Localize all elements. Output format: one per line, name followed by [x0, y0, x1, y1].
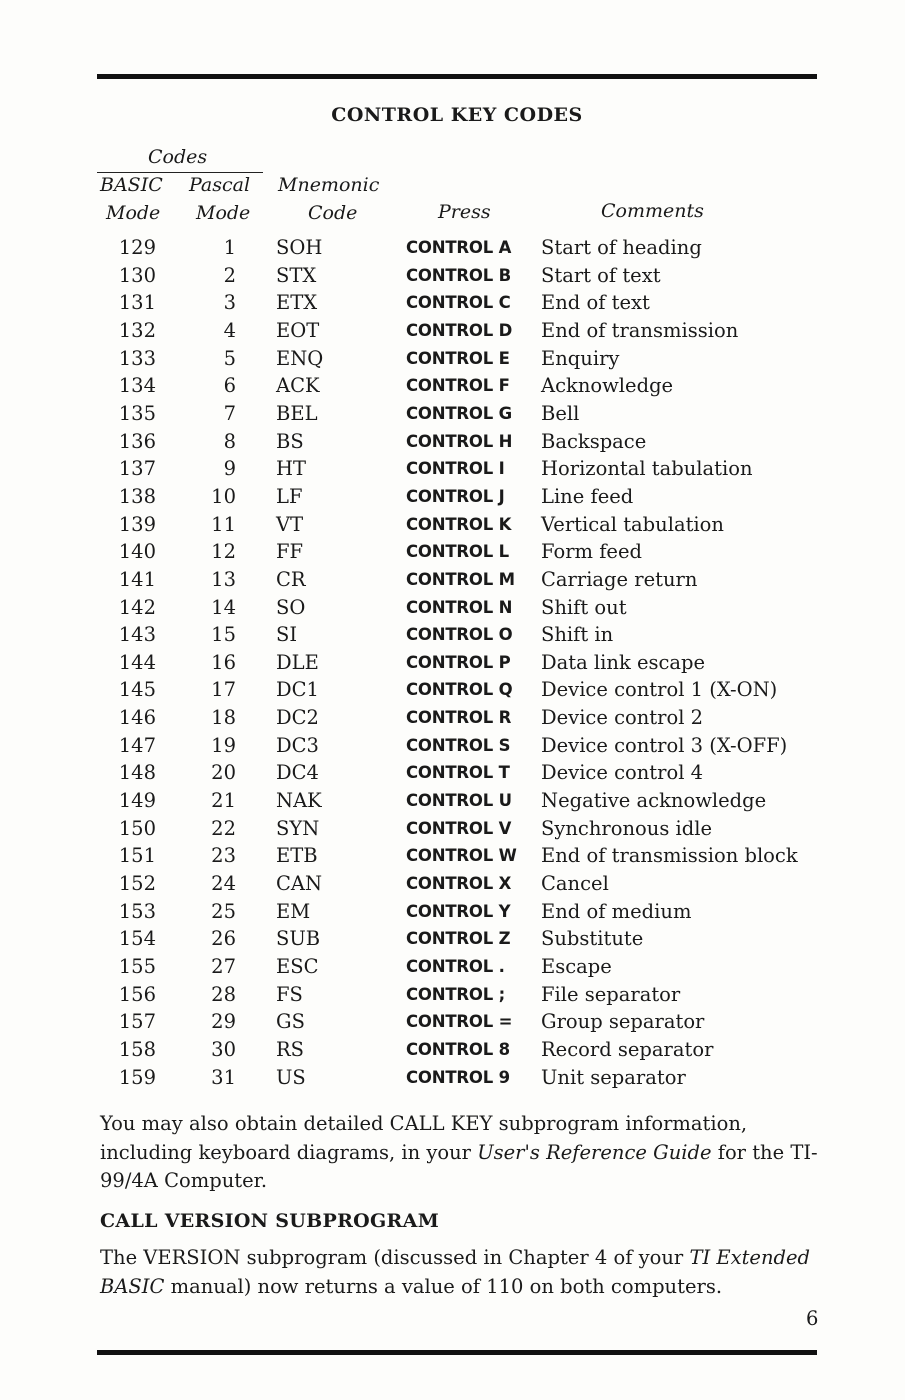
comment: Device control 3 (X-OFF): [541, 733, 788, 757]
mnemonic-code: ETB: [276, 844, 318, 868]
table-row: [0, 513, 905, 540]
bottom-rule: [97, 1350, 817, 1355]
pascal-code: 19: [211, 733, 236, 757]
mnemonic-code: ESC: [276, 954, 319, 978]
press-keys: CONTROL K: [406, 514, 512, 534]
basic-code: 150: [118, 816, 156, 840]
pascal-code: 1: [223, 236, 236, 259]
press-keys: CONTROL P: [406, 652, 511, 672]
basic-code: 132: [118, 318, 156, 342]
comment: Device control 4: [541, 761, 704, 785]
basic-code: 133: [118, 346, 156, 370]
table-row: [0, 761, 905, 788]
basic-code: 156: [118, 982, 156, 1006]
header-basic-bottom: Mode: [106, 202, 161, 224]
codes-underline: [97, 172, 263, 173]
pascal-code: 5: [223, 346, 236, 370]
table-row: [0, 485, 905, 512]
basic-code: 141: [118, 567, 156, 591]
mnemonic-code: CR: [276, 567, 306, 591]
mnemonic-code: DLE: [276, 650, 319, 674]
pascal-code: 23: [211, 844, 236, 868]
basic-code: 157: [118, 1010, 156, 1034]
table-row: [0, 734, 905, 761]
press-keys: CONTROL R: [406, 708, 512, 727]
mnemonic-code: DC1: [276, 678, 319, 702]
table-row: [0, 706, 905, 733]
press-keys: CONTROL J: [406, 486, 505, 506]
press-keys: CONTROL D: [406, 320, 513, 340]
press-keys: CONTROL 8: [406, 1039, 510, 1059]
table-row: [0, 955, 905, 982]
mnemonic-code: LF: [276, 484, 303, 508]
mnemonic-code: DC3: [276, 733, 319, 757]
mnemonic-code: SI: [276, 623, 298, 647]
comment: Acknowledge: [541, 374, 674, 398]
press-keys: CONTROL V: [406, 818, 512, 838]
pascal-code: 4: [223, 318, 236, 342]
mnemonic-code: SYN: [276, 816, 320, 840]
table-row: [0, 264, 905, 291]
comment: Device control 1 (X-ON): [541, 678, 778, 702]
press-keys: CONTROL 9: [406, 1067, 510, 1087]
comment: Form feed: [541, 540, 642, 564]
pascal-code: 28: [211, 982, 236, 1006]
table-row: [0, 236, 905, 263]
basic-code: 134: [118, 374, 156, 398]
pascal-code: 29: [211, 1010, 236, 1034]
mnemonic-code: EOT: [276, 318, 320, 342]
table-row: [0, 1066, 905, 1093]
basic-code: 143: [118, 623, 156, 647]
comment: Bell: [541, 401, 580, 425]
comment: Record separator: [541, 1037, 714, 1061]
comment: End of text: [541, 291, 650, 315]
mnemonic-code: SOH: [276, 236, 323, 259]
mnemonic-code: HT: [276, 457, 307, 481]
top-rule: [97, 74, 817, 79]
comment: Shift out: [541, 595, 627, 619]
comment: Start of heading: [541, 236, 702, 259]
header-press: Press: [438, 201, 491, 223]
press-keys: CONTROL C: [406, 293, 511, 313]
table-row: [0, 900, 905, 927]
paragraph-call-key: You may also obtain detailed CALL KEY subprogram information, including keyboard diagrams, in your User's Reference Guide for the TI-99/4A Computer.: [100, 1112, 818, 1192]
pascal-code: 26: [211, 927, 236, 951]
mnemonic-code: ETX: [276, 291, 318, 315]
mnemonic-code: GS: [276, 1010, 305, 1034]
press-keys: CONTROL B: [406, 265, 511, 285]
mnemonic-code: RS: [276, 1037, 305, 1061]
comment: Group separator: [541, 1010, 705, 1034]
table-row: [0, 678, 905, 705]
header-mnemonic-top: Mnemonic: [278, 174, 380, 196]
pascal-code: 15: [211, 623, 236, 647]
pascal-code: 2: [223, 263, 236, 287]
pascal-code: 8: [223, 429, 236, 453]
comment: File separator: [541, 982, 681, 1006]
pascal-code: 3: [223, 291, 236, 315]
page-number: 6: [806, 1307, 819, 1330]
pascal-code: 25: [211, 899, 236, 923]
mnemonic-code: SUB: [276, 927, 321, 951]
mnemonic-code: FS: [276, 982, 303, 1006]
header-comments: Comments: [601, 200, 704, 222]
table-row: [0, 789, 905, 816]
press-keys: CONTROL T: [406, 763, 510, 783]
basic-code: 147: [118, 733, 156, 757]
table-row: [0, 623, 905, 650]
pascal-code: 7: [223, 401, 236, 425]
basic-code: 136: [118, 429, 156, 453]
mnemonic-code: US: [276, 1065, 306, 1089]
comment: Shift in: [541, 623, 614, 647]
comment: Carriage return: [541, 567, 698, 591]
table-row: [0, 1038, 905, 1065]
comment: Horizontal tabulation: [541, 457, 753, 481]
page-title: CONTROL KEY CODES: [331, 104, 583, 126]
press-keys: CONTROL Z: [406, 929, 511, 949]
table-row: [0, 540, 905, 567]
pascal-code: 10: [211, 484, 236, 508]
mnemonic-code: BS: [276, 429, 304, 453]
press-keys: CONTROL O: [406, 625, 513, 645]
table-row: [0, 1010, 905, 1037]
mnemonic-code: NAK: [276, 789, 322, 812]
basic-code: 139: [118, 512, 156, 536]
mnemonic-code: CAN: [276, 871, 323, 895]
pascal-code: 14: [211, 595, 236, 619]
basic-code: 149: [118, 789, 156, 812]
mnemonic-code: BEL: [276, 401, 318, 425]
press-keys: CONTROL ;: [406, 984, 505, 1004]
pascal-code: 31: [211, 1065, 236, 1089]
table-row: [0, 347, 905, 374]
basic-code: 137: [118, 457, 156, 481]
comment: Backspace: [541, 429, 647, 453]
table-row: [0, 374, 905, 401]
table-row: [0, 844, 905, 871]
comment: Negative acknowledge: [541, 789, 767, 812]
pascal-code: 18: [211, 706, 236, 729]
comment: Device control 2: [541, 706, 704, 729]
comment: Start of text: [541, 263, 661, 287]
table-row: [0, 927, 905, 954]
pascal-code: 20: [211, 761, 236, 785]
comment: Unit separator: [541, 1065, 686, 1089]
basic-code: 145: [118, 678, 156, 702]
basic-code: 151: [118, 844, 156, 868]
pascal-code: 24: [211, 871, 236, 895]
comment: Escape: [541, 954, 612, 978]
basic-code: 138: [118, 484, 156, 508]
basic-code: 130: [118, 263, 156, 287]
comment: Vertical tabulation: [541, 512, 724, 536]
press-keys: CONTROL X: [406, 873, 512, 893]
mnemonic-code: VT: [276, 512, 304, 536]
pascal-code: 12: [211, 540, 236, 564]
mnemonic-code: DC4: [276, 761, 319, 785]
basic-code: 148: [118, 761, 156, 785]
header-pascal-bottom: Mode: [196, 202, 251, 224]
mnemonic-code: SO: [276, 595, 306, 619]
pascal-code: 27: [211, 954, 236, 978]
basic-code: 155: [118, 954, 156, 978]
mnemonic-code: EM: [276, 899, 311, 923]
table-row: [0, 983, 905, 1010]
pascal-code: 6: [223, 374, 236, 398]
press-keys: CONTROL Y: [406, 901, 511, 921]
table-row: [0, 457, 905, 484]
header-mnemonic-bottom: Code: [308, 202, 358, 224]
pascal-code: 11: [211, 512, 236, 536]
press-keys: CONTROL U: [406, 791, 512, 810]
mnemonic-code: ACK: [276, 374, 320, 398]
basic-code: 144: [118, 650, 156, 674]
press-keys: CONTROL N: [406, 597, 513, 617]
section-heading: CALL VERSION SUBPROGRAM: [100, 1210, 440, 1232]
pascal-code: 21: [211, 789, 236, 812]
table-row: [0, 291, 905, 318]
pascal-code: 9: [223, 457, 236, 481]
press-keys: CONTROL =: [406, 1012, 513, 1032]
press-keys: CONTROL L: [406, 542, 509, 562]
table-row: [0, 402, 905, 429]
basic-code: 153: [118, 899, 156, 923]
paragraph-version: The VERSION subprogram (discussed in Chapter 4 of your TI Extended BASIC manual) now returns a value of 110 on both computers.: [100, 1246, 811, 1298]
header-basic-top: BASIC: [100, 174, 163, 196]
press-keys: CONTROL Q: [406, 680, 513, 700]
comment: Line feed: [541, 484, 634, 508]
press-keys: CONTROL E: [406, 348, 510, 368]
basic-code: 159: [118, 1065, 156, 1089]
table-row: [0, 651, 905, 678]
mnemonic-code: FF: [276, 540, 304, 564]
comment: End of transmission: [541, 318, 739, 342]
press-keys: CONTROL .: [406, 956, 505, 976]
mnemonic-code: ENQ: [276, 346, 324, 370]
pascal-code: 17: [211, 678, 236, 702]
basic-code: 140: [118, 540, 156, 564]
press-keys: CONTROL W: [406, 846, 517, 866]
basic-code: 146: [118, 706, 156, 729]
header-pascal-top: Pascal: [189, 174, 251, 196]
pascal-code: 22: [211, 816, 236, 840]
basic-code: 158: [118, 1037, 156, 1061]
press-keys: CONTROL F: [406, 376, 510, 396]
pascal-code: 16: [211, 650, 236, 674]
table-row: [0, 872, 905, 899]
mnemonic-code: STX: [276, 263, 317, 287]
pascal-code: 13: [211, 567, 236, 591]
press-keys: CONTROL M: [406, 569, 515, 589]
header-codes: Codes: [148, 146, 208, 168]
basic-code: 131: [118, 291, 156, 315]
comment: Substitute: [541, 927, 644, 951]
table-row: [0, 817, 905, 844]
comment: End of transmission block: [541, 844, 798, 868]
press-keys: CONTROL H: [406, 431, 513, 451]
table-row: [0, 430, 905, 457]
comment: Enquiry: [541, 346, 620, 370]
press-keys: CONTROL A: [406, 238, 512, 257]
mnemonic-code: DC2: [276, 706, 319, 729]
basic-code: 135: [118, 401, 156, 425]
basic-code: 129: [118, 236, 156, 259]
comment: End of medium: [541, 899, 692, 923]
press-keys: CONTROL G: [406, 403, 512, 423]
table-row: [0, 319, 905, 346]
comment: Data link escape: [541, 650, 706, 674]
comment: Synchronous idle: [541, 816, 713, 840]
table-row: [0, 568, 905, 595]
press-keys: CONTROL S: [406, 735, 511, 755]
pascal-code: 30: [211, 1037, 236, 1061]
comment: Cancel: [541, 871, 609, 895]
basic-code: 152: [118, 871, 156, 895]
table-row: [0, 596, 905, 623]
press-keys: CONTROL I: [406, 459, 505, 479]
basic-code: 154: [118, 927, 156, 951]
basic-code: 142: [118, 595, 156, 619]
